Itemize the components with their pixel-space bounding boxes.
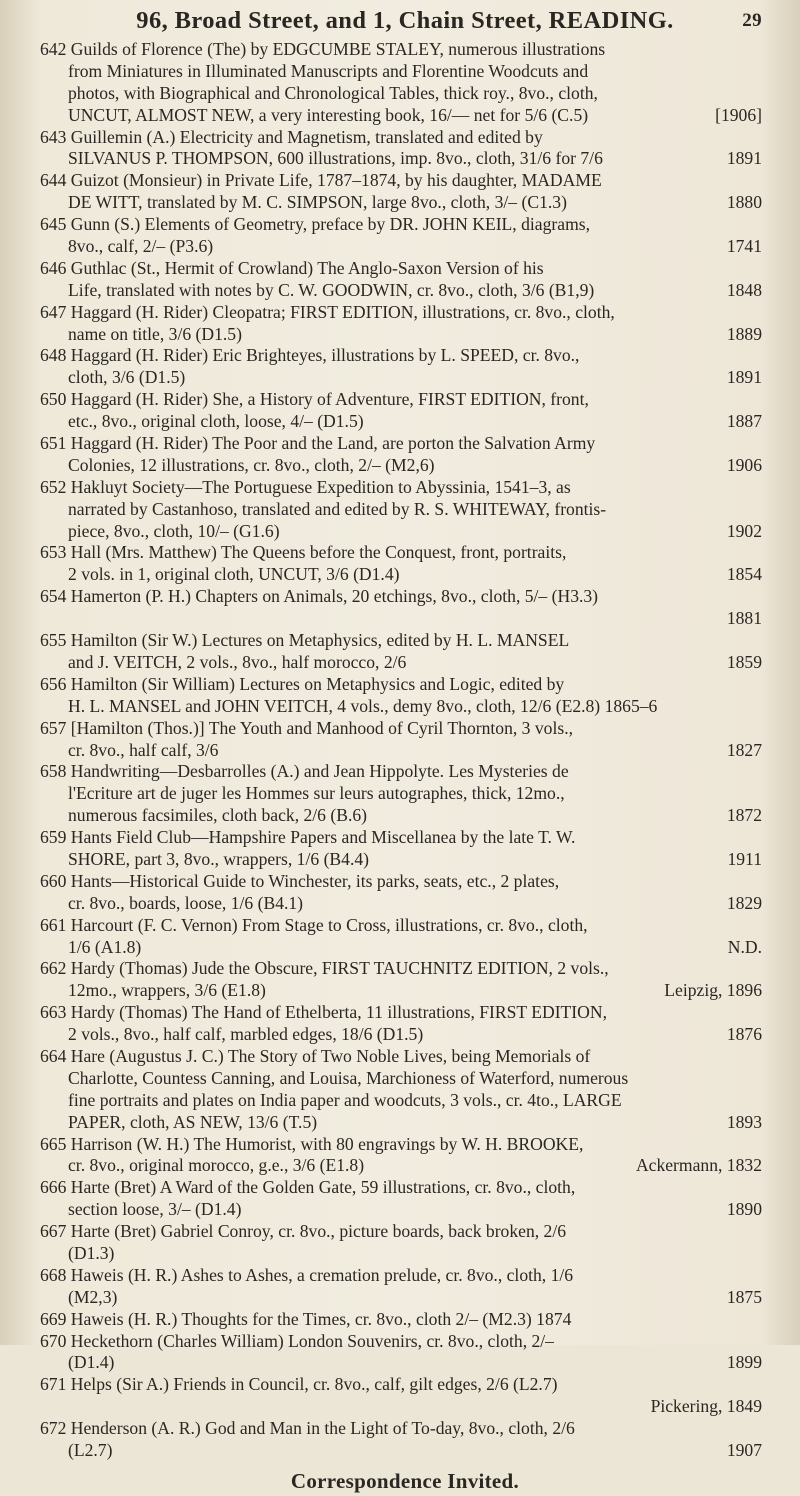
catalogue-entry [40,345,770,389]
entry-text: 650 Haggard (H. Rider) She, a History of Adventure, FIRST EDITION, front, [40,389,589,410]
entry-line [40,499,770,521]
entry-text: SILVANUS P. THOMPSON, 600 illustrations, imp. 8vo., cloth, 31/6 for 7/6 [68,148,603,169]
entry-text: section loose, 3/– (D1.4) [68,1199,242,1220]
catalogue-entry [40,958,770,1002]
entry-first-line [40,761,770,783]
entry-date: N.D. [727,936,762,957]
entry-first-line [40,302,770,324]
entry-line [40,1352,770,1374]
catalogue-entry [40,1177,770,1221]
entry-first-line [40,1002,770,1024]
entry-text: 2 vols., 8vo., half calf, marbled edges, 18/6 (D1.5) [68,1024,424,1045]
entry-text: from Miniatures in Illuminated Manuscripts and Florentine Woodcuts and [68,60,589,81]
entry-first-line [40,1309,770,1331]
entry-text: H. L. MANSEL and JOHN VEITCH, 4 vols., demy 8vo., cloth, 12/6 (E2.8) 1865–6 [68,695,658,716]
entry-date: 1872 [726,805,762,826]
entry-date: 1875 [726,1286,762,1307]
catalogue-entry [40,761,770,827]
entry-text: cr. 8vo., original morocco, g.e., 3/6 (E1.8) [68,1155,365,1176]
catalogue-entry [40,827,770,871]
entry-text: 670 Heckethorn (Charles William) London Souvenirs, cr. 8vo., cloth, 2/– [40,1330,554,1351]
entry-text: 665 Harrison (W. H.) The Humorist, with 80 engravings by W. H. BROOKE, [40,1133,584,1154]
entry-line [40,805,770,827]
entry-first-line [40,915,770,937]
entry-first-line [40,433,770,455]
entry-line [40,1068,770,1090]
entry-text: (L2.7) [68,1440,113,1460]
entry-first-line [40,1374,770,1396]
entry-date: 1911 [727,848,762,869]
entry-text: 663 Hardy (Thomas) The Hand of Ethelberta, 11 illustrations, FIRST EDITION, [40,1002,607,1023]
catalogue-entry [40,1134,770,1178]
page-title: 96, Broad Street, and 1, Chain Street, READING. [136,7,674,34]
catalogue-entry [40,1046,770,1134]
entry-line [40,236,770,258]
entry-first-line [40,1177,770,1199]
entry-text: 662 Hardy (Thomas) Jude the Obscure, FIRST TAUCHNITZ EDITION, 2 vols., [40,958,609,979]
entry-text: cr. 8vo., half calf, 3/6 [68,739,219,760]
entry-text: numerous facsimiles, cloth back, 2/6 (B.6) [68,805,368,826]
entry-line [40,324,770,346]
entry-text: 8vo., calf, 2/– (P3.6) [68,236,214,257]
entry-first-line [40,718,770,740]
entry-text: l'Ecriture art de juger les Hommes sur leurs autographes, thick, 12mo., [68,783,565,804]
entry-text: narrated by Castanhoso, translated and edited by R. S. WHITEWAY, frontis- [68,498,607,519]
catalogue-entry [40,915,770,959]
entry-text: 1/6 (A1.8) [68,936,142,957]
catalogue-entry [40,674,770,718]
footer-note: Correspondence Invited. [290,1468,520,1493]
entry-line [40,455,770,477]
entry-line [40,61,770,83]
catalogue-entry [40,1374,770,1418]
catalogue-entry [40,586,770,630]
entry-text: 647 Haggard (H. Rider) Cleopatra; FIRST EDITION, illustrations, cr. 8vo., cloth, [40,301,615,322]
entry-text: (D1.3) [68,1242,115,1263]
entry-line [40,280,770,302]
entry-text: DE WITT, translated by M. C. SIMPSON, large 8vo., cloth, 3/– (C1.3) [68,192,567,213]
catalogue-entry [40,1418,770,1462]
entry-text: UNCUT, ALMOST NEW, a very interesting book, 16/— net for 5/6 (C.5) [68,104,589,125]
entry-line [40,1090,770,1112]
entry-date: 1741 [726,236,762,257]
entry-date: 1848 [726,279,762,300]
entry-first-line [40,1265,770,1287]
entry-text: 645 Gunn (S.) Elements of Geometry, preface by DR. JOHN KEIL, diagrams, [40,214,590,235]
entry-first-line [40,389,770,411]
catalogue-entry [40,127,770,171]
entry-text: and J. VEITCH, 2 vols., 8vo., half morocco, 2/6 [68,651,407,672]
entry-first-line [40,39,770,61]
entry-date: 1891 [726,367,762,388]
entry-text: 657 [Hamilton (Thos.)] The Youth and Manhood of Cyril Thornton, 3 vols., [40,717,574,738]
entry-text: fine portraits and plates on India paper and woodcuts, 3 vols., cr. 4to., LARGE [68,1089,622,1110]
entry-text: piece, 8vo., cloth, 10/– (G1.6) [68,520,280,541]
entry-date: 1890 [726,1199,762,1220]
page-header [40,4,770,38]
entry-text: 671 Helps (Sir A.) Friends in Council, cr. 8vo., calf, gilt edges, 2/6 (L2.7) [40,1374,558,1395]
entry-text: 12mo., wrappers, 3/6 (E1.8) [68,980,266,1001]
catalogue-entry [40,214,770,258]
catalogue-entry [40,1002,770,1046]
entry-first-line [40,258,770,280]
entry-text: 643 Guillemin (A.) Electricity and Magnetism, translated and edited by [40,126,543,147]
entry-line [40,192,770,214]
entry-first-line [40,1418,770,1440]
entry-first-line [40,1331,770,1353]
entry-text: 659 Hants Field Club—Hampshire Papers and Miscellanea by the late T. W. [40,827,576,848]
entry-line [40,1396,770,1418]
entry-first-line [40,477,770,499]
entry-date: 1907 [726,1440,762,1460]
entry-date: 1859 [726,651,762,672]
entry-date: Leipzig, 1896 [664,980,762,1001]
entry-line [40,367,770,389]
entry-line [40,1024,770,1046]
entry-text: 656 Hamilton (Sir William) Lectures on Metaphysics and Logic, edited by [40,673,565,694]
catalogue-entry [40,1309,770,1331]
entry-text: 667 Harte (Bret) Gabriel Conroy, cr. 8vo., picture boards, back broken, 2/6 [40,1221,567,1242]
entry-date: 1899 [726,1352,762,1373]
entry-date: 1891 [726,148,762,169]
entry-text: 655 Hamilton (Sir W.) Lectures on Metaphysics, edited by H. L. MANSEL [40,630,570,651]
entry-first-line [40,345,770,367]
entry-text: PAPER, cloth, AS NEW, 13/6 (T.5) [68,1111,318,1132]
entry-text: 672 Henderson (A. R.) God and Man in the Light of To-day, 8vo., cloth, 2/6 [40,1418,575,1439]
entry-text: 651 Haggard (H. Rider) The Poor and the Land, are porton the Salvation Army [40,433,596,454]
entry-first-line [40,214,770,236]
entry-text: name on title, 3/6 (D1.5) [68,323,242,344]
entry-text: 644 Guizot (Monsieur) in Private Life, 1787–1874, by his daughter, MADAME [40,170,602,191]
entry-text: photos, with Biographical and Chronological Tables, thick roy., 8vo., cloth, [68,82,598,103]
entry-first-line [40,542,770,564]
catalogue-entry [40,871,770,915]
entry-text: 664 Hare (Augustus J. C.) The Story of Two Noble Lives, being Memorials of [40,1045,591,1066]
entry-text: 669 Haweis (H. R.) Thoughts for the Times, cr. 8vo., cloth 2/– (M2.3) 1874 [40,1308,572,1329]
catalogue-entry [40,1265,770,1309]
entry-text: 658 Handwriting—Desbarrolles (A.) and Jean Hippolyte. Les Mysteries de [40,761,569,782]
entry-text: 654 Hamerton (P. H.) Chapters on Animals, 20 etchings, 8vo., cloth, 5/– (H3.3) [40,586,599,607]
entry-text: 646 Guthlac (St., Hermit of Crowland) The Anglo-Saxon Version of his [40,257,544,278]
entry-line [40,1243,770,1265]
entry-line [40,937,770,959]
entry-line [40,783,770,805]
entry-line [40,980,770,1002]
entry-text: 668 Haweis (H. R.) Ashes to Ashes, a cremation prelude, cr. 8vo., cloth, 1/6 [40,1264,574,1285]
entry-date: 1906 [726,454,762,475]
catalogue-entry [40,630,770,674]
entry-date: 1902 [726,520,762,541]
entry-text: SHORE, part 3, 8vo., wrappers, 1/6 (B4.4) [68,848,370,869]
entry-text: 2 vols. in 1, original cloth, UNCUT, 3/6 (D1.4) [68,564,400,585]
entry-list [40,39,770,1462]
entry-line [40,740,770,762]
catalogue-entry [40,302,770,346]
entry-line [40,608,770,630]
entry-first-line [40,871,770,893]
entry-text: 661 Harcourt (F. C. Vernon) From Stage to Cross, illustrations, cr. 8vo., cloth, [40,914,588,935]
catalogue-entry [40,258,770,302]
entry-line [40,1199,770,1221]
entry-date: 1876 [726,1024,762,1045]
entry-date: 1880 [726,192,762,213]
entry-date: 1889 [726,323,762,344]
entry-text: 648 Haggard (H. Rider) Eric Brighteyes, illustrations by L. SPEED, cr. 8vo., [40,345,580,366]
entry-line [40,1287,770,1309]
entry-text: (D1.4) [68,1352,115,1373]
entry-first-line [40,674,770,696]
entry-first-line [40,586,770,608]
entry-first-line [40,827,770,849]
page-number: 29 [742,10,762,31]
catalogue-entry [40,1221,770,1265]
entry-date: Pickering, 1849 [650,1396,762,1417]
entry-line [40,696,770,718]
entry-line [40,1112,770,1134]
entry-first-line [40,1134,770,1156]
entry-text: cloth, 3/6 (D1.5) [68,367,186,388]
entry-line [40,1440,770,1462]
catalogue-entry [40,389,770,433]
entry-first-line [40,630,770,652]
entry-line [40,564,770,586]
entry-line [40,105,770,127]
entry-text: 642 Guilds of Florence (The) by EDGCUMBE STALEY, numerous illustrations [40,39,606,59]
entry-date: 1887 [726,411,762,432]
entry-line [40,521,770,543]
entry-text: etc., 8vo., original cloth, loose, 4/– (D1.5) [68,411,364,432]
entry-date: 1881 [726,608,762,629]
entry-line [40,1155,770,1177]
entry-date: 1854 [726,564,762,585]
entry-line [40,652,770,674]
catalogue-entry [40,170,770,214]
entry-date: [1906] [715,104,762,125]
entry-date: Ackermann, 1832 [635,1155,762,1176]
entry-text: cr. 8vo., boards, loose, 1/6 (B4.1) [68,892,304,913]
catalogue-entry [40,433,770,477]
entry-text: Life, translated with notes by C. W. GOODWIN, cr. 8vo., cloth, 3/6 (B1,9) [68,279,595,300]
entry-text: 660 Hants—Historical Guide to Winchester, its parks, seats, etc., 2 plates, [40,870,560,891]
catalogue-entry [40,477,770,543]
entry-text: 666 Harte (Bret) A Ward of the Golden Gate, 59 illustrations, cr. 8vo., cloth, [40,1177,576,1198]
entry-line [40,411,770,433]
entry-first-line [40,1221,770,1243]
entry-text: 653 Hall (Mrs. Matthew) The Queens before the Conquest, front, portraits, [40,542,567,563]
entry-text: 652 Hakluyt Society—The Portuguese Expedition to Abyssinia, 1541–3, as [40,476,571,497]
entry-first-line [40,958,770,980]
entry-line [40,83,770,105]
entry-first-line [40,1046,770,1068]
entry-text: (M2,3) [68,1286,118,1307]
entry-text: Colonies, 12 illustrations, cr. 8vo., cloth, 2/– (M2,6) [68,454,435,475]
entry-line [40,893,770,915]
catalogue-entry [40,1331,770,1375]
entry-first-line [40,127,770,149]
entry-text: Charlotte, Countess Canning, and Louisa, Marchioness of Waterford, numerous [68,1067,629,1088]
entry-line [40,849,770,871]
catalogue-entry [40,542,770,586]
catalogue-entry [40,718,770,762]
entry-date: 1829 [726,892,762,913]
entry-line [40,148,770,170]
entry-date: 1893 [726,1111,762,1132]
entry-first-line [40,170,770,192]
catalogue-entry [40,39,770,127]
entry-date: 1827 [726,739,762,760]
